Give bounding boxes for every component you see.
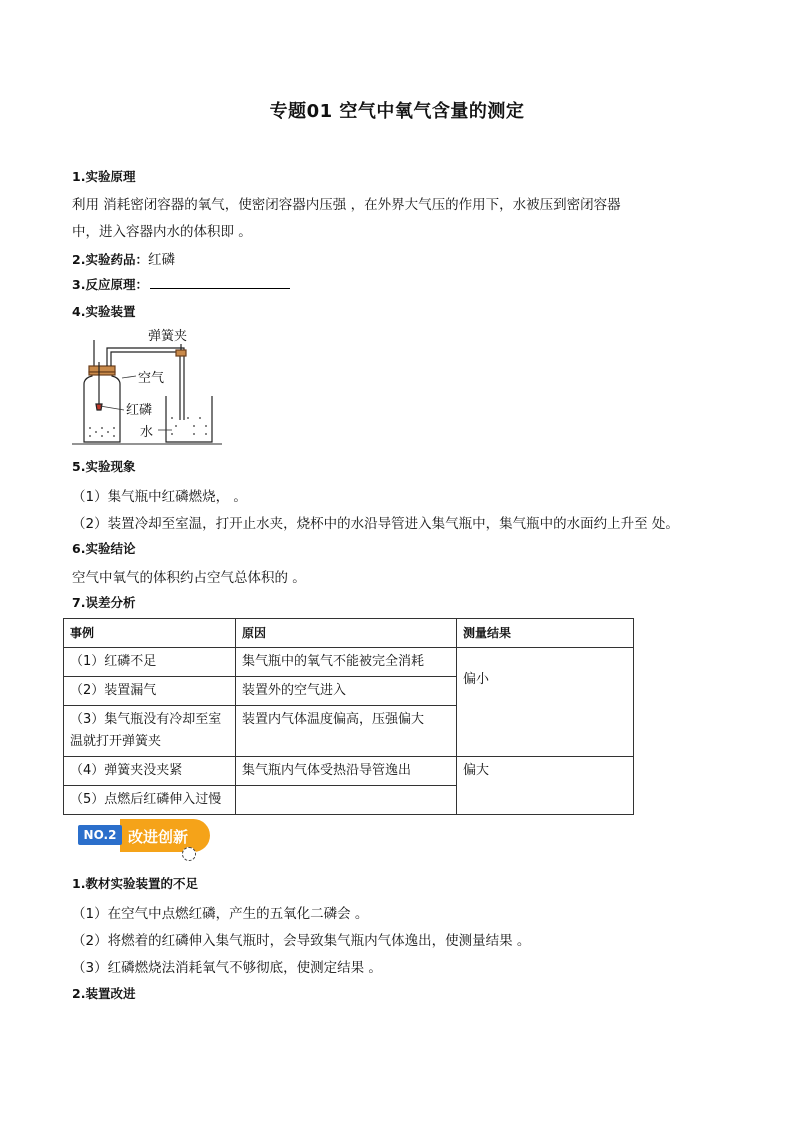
section-heading-reagent: 2.实验药品： [72,252,148,267]
conclusion-text: 空气中氧气的体积约占空气总体积的 。 [72,570,306,586]
row-reason: 装置内气体温度偏高，压强偏大 [236,706,457,757]
error-analysis-table [63,618,634,815]
badge-decoration-icon [182,847,196,861]
header-reason: 原因 [236,619,457,648]
table-header-row [64,619,634,648]
label-phosphorus: 红磷 [126,403,153,418]
section-heading-phenomenon: 5.实验现象 [72,459,136,474]
result-low: 偏小 [457,648,634,757]
result-high: 偏大 [457,757,634,815]
section-badge [78,819,210,852]
row-reason [236,786,457,815]
section-heading-apparatus: 4.实验装置 [72,304,136,319]
spring-clip [176,350,186,356]
air-leader [122,376,136,378]
beaker [166,396,212,442]
row-case: （3）集气瓶没有冷却至室温就打开弹簧夹 [64,706,236,757]
phosphorus-spoon [96,404,102,410]
reagent-value: 红磷 [147,252,175,268]
row-case: （1）红磷不足 [64,648,236,677]
row-case: （4）弹簧夹没夹紧 [64,757,236,786]
badge-number: NO.2 [78,825,122,845]
row-case: （2）装置漏气 [64,677,236,706]
table-row [64,757,634,786]
section-heading-improvement: 2.装置改进 [72,986,136,1001]
section-heading-principle: 1.实验原理 [72,169,136,184]
page-title: 专题01 空气中氧气含量的测定 [269,101,525,122]
header-case: 事例 [64,619,236,648]
label-clip: 弹簧夹 [148,329,188,344]
header-result: 测量结果 [457,619,634,648]
label-air: 空气 [138,371,165,386]
section-heading-error: 7.误差分析 [72,595,136,610]
row-reason: 集气瓶内气体受热沿导管逸出 [236,757,457,786]
reaction-blank [150,278,290,289]
shortcoming-item-2: （2）将燃着的红磷伸入集气瓶时，会导致集气瓶内气体逸出，使测量结果 。 [72,933,531,949]
phenomenon-item-2: （2）装置冷却至室温，打开止水夹，烧杯中的水沿导管进入集气瓶中，集气瓶中的水面约上升至 处。 [72,516,679,532]
reaction-line [72,275,290,293]
bottle-stopper-lower [89,372,115,375]
row-case: （5）点燃后红磷伸入过慢 [64,786,236,815]
principle-line-2: 中，进入容器内水的体积即 。 [72,224,252,240]
label-water: 水 [140,425,154,440]
table-row [64,648,634,677]
badge-title: 改进创新 [128,828,189,846]
section-heading-conclusion: 6.实验结论 [72,541,136,556]
shortcoming-item-1: （1）在空气中点燃红磷，产生的五氧化二磷会 。 [72,906,369,922]
phenomenon-item-1: （1）集气瓶中红磷燃烧， 。 [72,489,247,505]
reagent-line [72,248,175,268]
apparatus-diagram [72,322,222,450]
bottle-stopper [89,366,115,372]
principle-line-1: 利用 消耗密闭容器的氧气，使密闭容器内压强 ，在外界大气压的作用下，水被压到密闭容器 [72,197,621,213]
row-reason: 集气瓶中的氧气不能被完全消耗 [236,648,457,677]
section-heading-shortcomings: 1.教材实验装置的不足 [72,876,198,891]
row-reason: 装置外的空气进入 [236,677,457,706]
section-heading-reaction: 3.反应原理： [72,277,148,292]
shortcoming-item-3: （3）红磷燃烧法消耗氧气不够彻底，使测定结果 。 [72,960,382,976]
